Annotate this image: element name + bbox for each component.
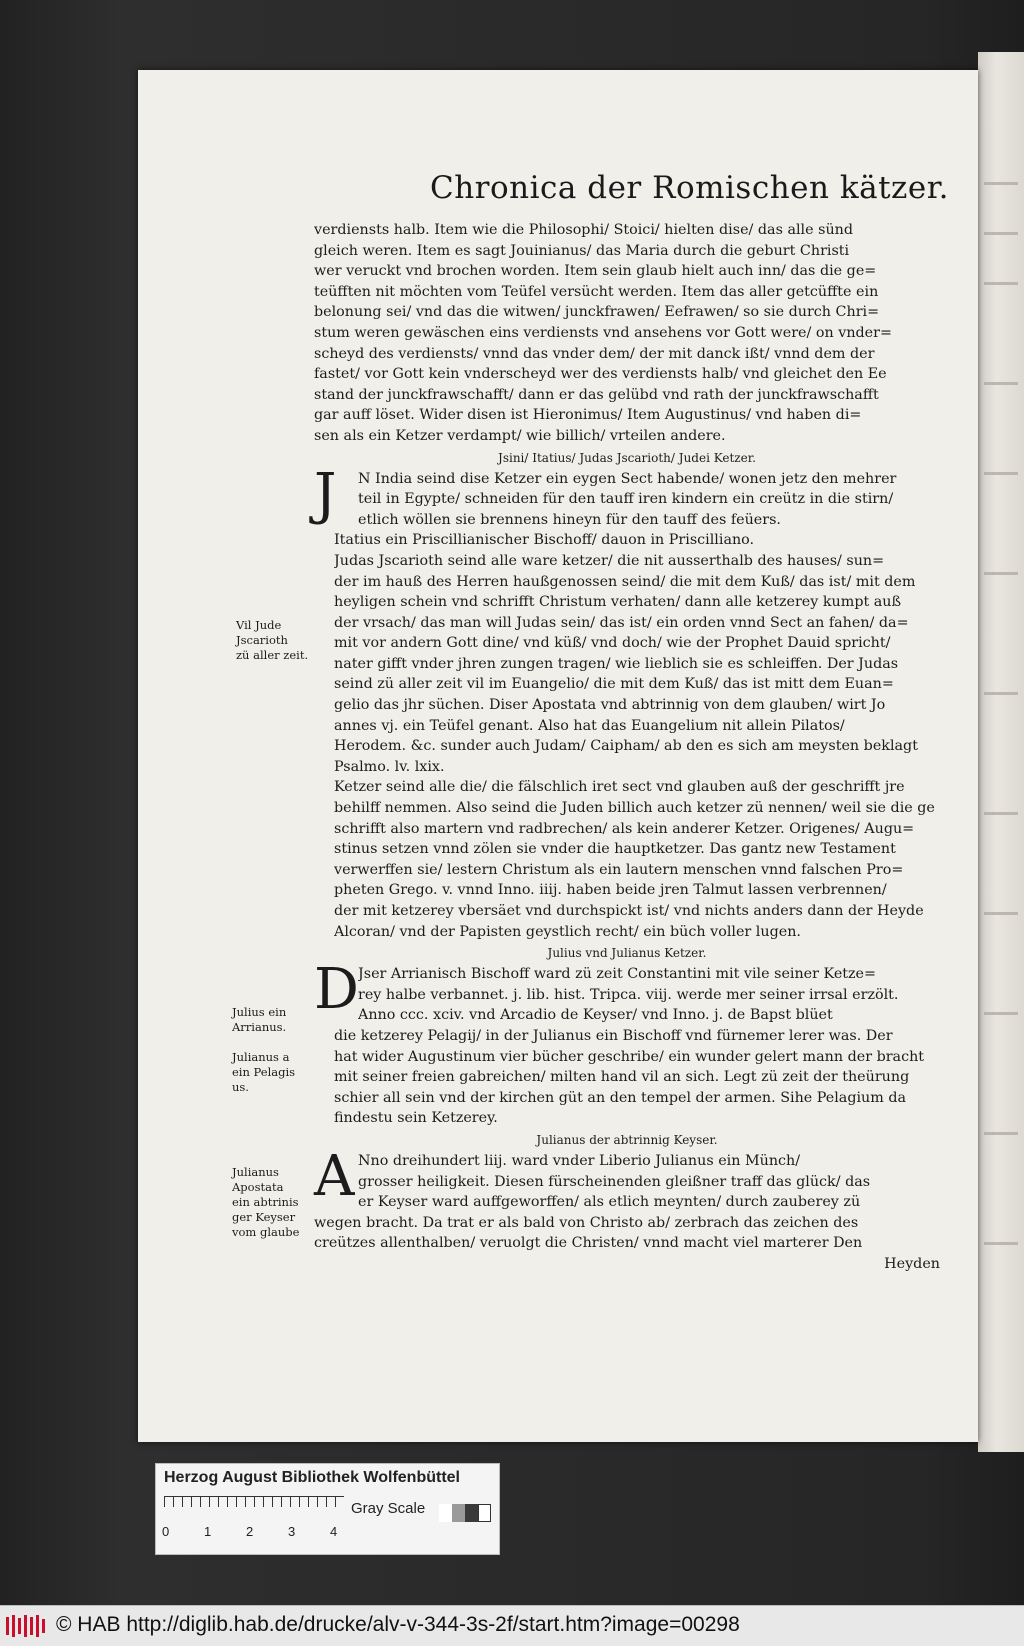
text-line: findestu sein Ketzerey. — [334, 1110, 498, 1127]
text-line: Itatius ein Priscillianischer Bischoff/ dauon in Priscilliano. — [334, 532, 755, 549]
footer-link[interactable]: © HAB http://diglib.hab.de/drucke/alv-v-344-3s-2f/start.htm?image=00298 — [56, 1613, 740, 1636]
heading-julianus: Julianus der abtrinnig Keyser. — [536, 1132, 718, 1147]
margin-note-line: Julianus — [232, 1165, 279, 1179]
text-line: behilff nemmen. Also seind die Juden billich auch ketzer zü nennen/ weil sie die ge — [334, 800, 935, 817]
margin-note-line: Arrianus. — [232, 1020, 287, 1034]
paragraph-ketzer — [314, 777, 940, 942]
text-line: wegen bracht. Da trat er als bald von Christo ab/ zerbrach das zeichen des — [314, 1214, 859, 1231]
margin-note-line: ger Keyser — [232, 1210, 296, 1224]
gray-scale-label: Gray Scale — [351, 1500, 426, 1517]
running-head: Chronica der Romischen kätzer. — [430, 170, 949, 206]
text-line: belonung sei/ vnd das die witwen/ junckfrawen/ Eefrawen/ so sie durch Chri= — [314, 304, 880, 321]
heading-julius: Julius vnd Julianus Ketzer. — [547, 946, 707, 961]
margin-note-line: Julianus a — [232, 1050, 290, 1064]
text-line: hat wider Augustinum vier bücher geschribe/ ein wunder gelert mann der bracht — [334, 1048, 925, 1065]
scale-number: 0 — [162, 1524, 170, 1539]
text-line: annes vj. ein Teüfel genant. Also hat das Euangelium nit allein Pilatos/ — [334, 717, 845, 734]
next-page-edge — [978, 52, 1024, 1452]
color-calibration-card — [155, 1463, 500, 1555]
text-line: stinus setzen vnnd zölen sie vnder die hauptketzer. Das gantz new Testament — [334, 841, 896, 858]
margin-note-line: vom glaube — [232, 1225, 300, 1239]
scale-ruler — [164, 1496, 344, 1519]
card-title: Herzog August Bibliothek Wolfenbüttel — [164, 1469, 460, 1486]
text-line: pheten Grego. v. vnnd Inno. iiij. haben beide jren Talmut lassen verbrennen/ — [334, 882, 887, 899]
margin-note-line: us. — [232, 1080, 249, 1094]
text-line: sen als ein Ketzer verdampt/ wie billich/ vrteilen andere. — [314, 427, 726, 444]
text-line: gar auff löset. Wider disen ist Hieronimus/ Item Augustinus/ vnd haben di= — [314, 407, 862, 424]
text-line: stum weren gewäschen eins verdiensts vnd ansehens vor Gott were/ on vnder= — [314, 324, 892, 341]
text-line: teil in Egypte/ schneiden für den tauff iren kindern ein creütz in die stirn/ — [358, 491, 894, 508]
text-line: wer veruckt vnd brochen worden. Item sein glaub hielt auch inn/ das die ge= — [314, 263, 877, 280]
text-line: scheyd des verdiensts/ vnnd das vnder dem/ der mit danck ißt/ vnnd dem der — [314, 345, 875, 362]
text-line: Anno ccc. xciv. vnd Arcadio de Keyser/ vnd Inno. j. de Bapst blüet — [358, 1007, 833, 1024]
paragraph-anno — [314, 1005, 940, 1129]
margin-note-line: zü aller zeit. — [236, 648, 309, 662]
text-line: der mit ketzerey vbersäet vnd durchspickt ist/ vnd nichts anders dann der Heyde — [334, 903, 924, 919]
margin-note-julianus-pelagius — [232, 1050, 295, 1095]
drop-cap-a: A — [314, 1143, 355, 1209]
heading-isini: Jsini/ Itatius/ Judas Jscarioth/ Judei Ketzer. — [498, 450, 756, 465]
text-line: die ketzerey Pelagij/ in der Julianus ein Bischoff vnd fürnemer lerer was. Der — [334, 1027, 893, 1044]
paragraph-verdienst — [314, 220, 940, 447]
hab-logo-icon — [6, 1615, 46, 1637]
text-line: fastet/ vor Gott kein vnderscheyd wer des verdiensts halb/ vnd gleichet den Ee — [314, 366, 887, 383]
scale-number: 2 — [246, 1524, 254, 1539]
text-line: Jser Arrianisch Bischoff ward zü zeit Constantini mit vile seiner Ketze= — [358, 966, 876, 983]
paragraph-judas — [314, 530, 940, 777]
text-line: schrifft also martern vnd radbrechen/ als kein anderer Ketzer. Origenes/ Augu= — [334, 820, 915, 837]
text-line: gleich weren. Item es sagt Jouinianus/ das Maria durch die geburt Christi — [314, 242, 850, 259]
text-line: nater gifft vnder jhren zungen tragen/ wie lieblich sie es schleiffen. Der Judas — [334, 655, 899, 672]
text-line: gelio das jhr süchen. Diser Apostata vnd abtrinnig von dem glauben/ wirt Jo — [334, 697, 886, 714]
text-line: heyligen schein vnd schrifft Christum verhaten/ dann alle ketzerey kumpt auß — [334, 594, 902, 611]
text-line: schier all sein vnd der kirchen güt an den tempel der armen. Sihe Pelagium da — [334, 1089, 907, 1106]
text-line: Judas Jscarioth seind alle ware ketzer/ die nit ausserthalb des hauses/ sun= — [334, 552, 885, 569]
text-line: Nno dreihundert liij. ward vnder Liberio Julianus ein Münch/ — [358, 1152, 801, 1169]
scale-number: 1 — [204, 1524, 212, 1539]
paragraph-dreihundert — [314, 1143, 940, 1254]
text-line: grosser heiligkeit. Diesen fürscheinenden gleißner traff das glück/ das — [358, 1173, 871, 1190]
margin-note-line: ein abtrinis — [232, 1195, 299, 1209]
text-line: etlich wöllen sie brennens hineyn für den tauff des feüers. — [358, 511, 781, 528]
margin-note-line: Apostata — [232, 1180, 284, 1194]
gray-swatch — [439, 1504, 452, 1522]
text-line: Herodem. &c. sunder auch Judam/ Caipham/ ab den es sich am meysten beklagt — [334, 738, 918, 755]
scale-number: 3 — [288, 1524, 296, 1539]
text-line: verdiensts halb. Item wie die Philosophi/ Stoici/ hielten dise/ das alle sünd — [314, 222, 854, 238]
text-line: Ketzer seind alle die/ die fälschlich iret sect vnd glauben auß der geschrifft jre — [334, 779, 905, 796]
main-text — [314, 220, 940, 1275]
gray-swatch — [478, 1504, 491, 1522]
text-line: N India seind dise Ketzer ein eygen Sect habende/ wonen jetz den mehrer — [358, 470, 897, 487]
text-line: teüfften nit möchten vom Teüfel versücht werden. Item das aller getcüffte ein — [314, 283, 879, 300]
margin-note-judas — [236, 618, 308, 663]
text-line: mit vor andern Gott dine/ vnd küß/ vnd doch/ wie der Prophet Dauid spricht/ — [334, 635, 891, 652]
drop-cap-i: J — [314, 461, 337, 527]
paragraph-india — [314, 461, 940, 531]
drop-cap-d: D — [314, 957, 359, 1023]
gray-swatch — [452, 1504, 465, 1522]
text-line: mit seiner freien gabreichen/ milten hand vil an sich. Legt zü zeit der theürung — [334, 1069, 910, 1086]
margin-note-line: Jscarioth — [236, 633, 288, 647]
scale-number: 4 — [330, 1524, 338, 1539]
gray-swatch — [465, 1504, 478, 1522]
text-line: Alcoran/ vnd der Papisten geystlich recht/ ein büch voller lugen. — [334, 923, 801, 940]
text-line: rey halbe verbannet. j. lib. hist. Tripca. viij. werde mer seiner irrsal erzölt. — [358, 986, 899, 1003]
catchword: Heyden — [884, 1255, 940, 1272]
margin-note-julius — [232, 1005, 286, 1035]
text-line: der vrsach/ das man will Judas sein/ das ist/ ein orden vnnd Sect an fahen/ da= — [334, 614, 909, 631]
text-line: Psalmo. lv. lxix. — [334, 758, 445, 775]
margin-note-line: ein Pelagis — [232, 1065, 296, 1079]
text-line: seind zü aller zeit vil im Euangelio/ die mit dem Kuß/ das ist mitt dem Euan= — [334, 676, 894, 693]
text-line: stand der junckfrawschafft/ dann er das gelübd vnd rath der junckfrawschafft — [314, 386, 879, 403]
text-line: creützes allenthalben/ veruolgt die Christen/ vnnd macht viel marterer Den — [314, 1235, 863, 1252]
footer-bar — [0, 1605, 1024, 1646]
text-line: verwerffen sie/ lestern Christum als ein lautern menschen vnnd falschen Pro= — [334, 861, 904, 878]
margin-note-line: Julius ein — [232, 1005, 287, 1019]
margin-note-julianus-apostata — [232, 1165, 299, 1240]
text-line: der im hauß des Herren haußgenossen seind/ die mit dem Kuß/ das ist/ mit dem — [334, 573, 916, 590]
margin-note-line: Vil Jude — [236, 618, 282, 632]
text-line: er Keyser ward auffgeworffen/ als etlich meynten/ durch zauberey zü — [358, 1194, 861, 1211]
